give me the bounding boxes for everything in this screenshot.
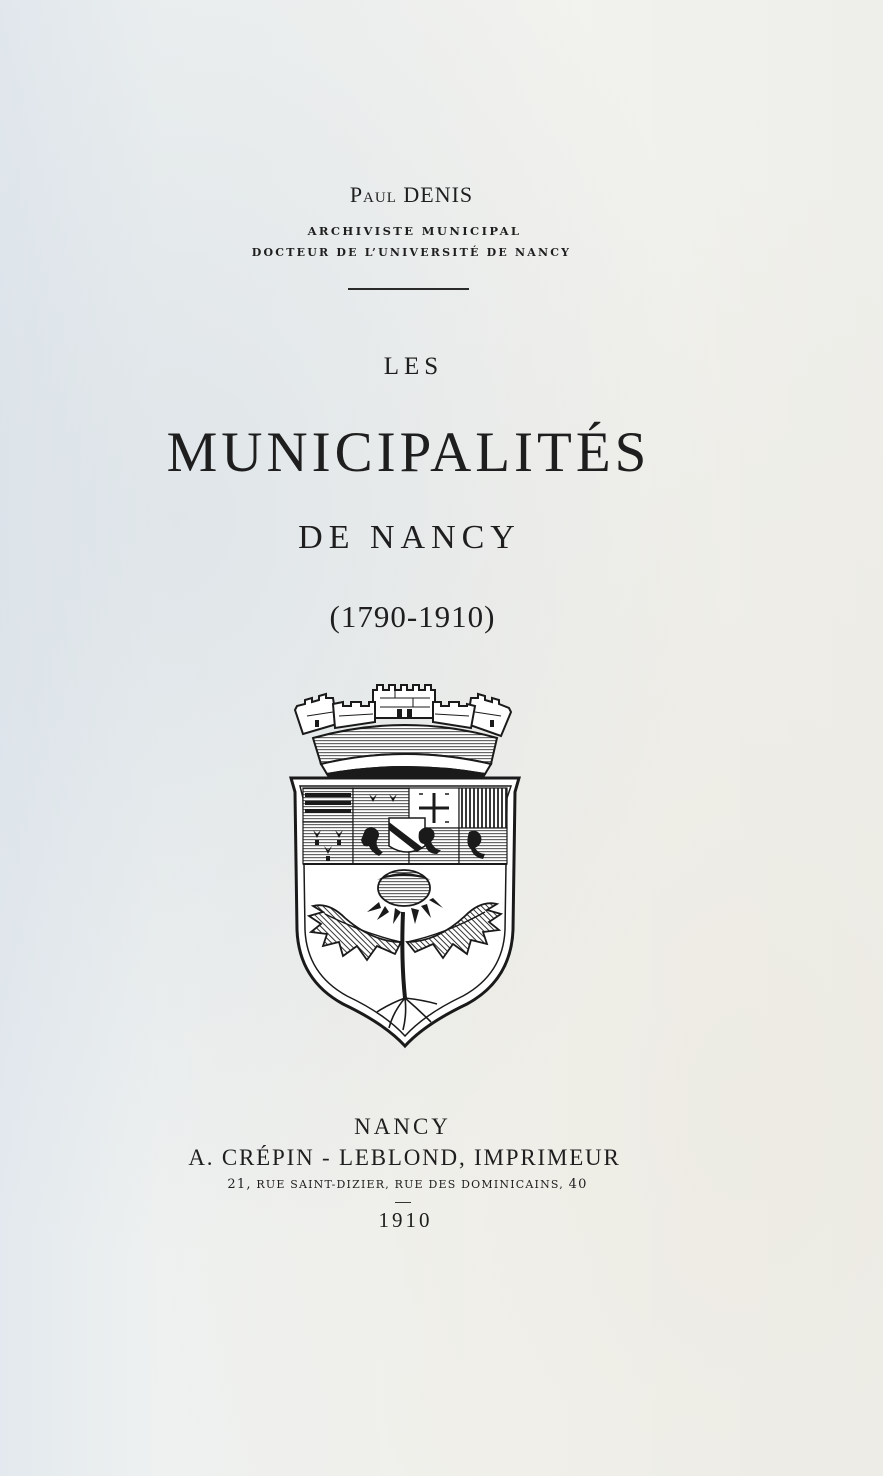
mural-crown xyxy=(295,685,511,784)
publisher-address-street: RUE SAINT-DIZIER, RUE DES DOMINICAINS, xyxy=(251,1178,569,1191)
publisher-name: A. CRÉPIN - LEBLOND, IMPRIMEUR xyxy=(188,1145,621,1170)
title-subtitle: DE NANCY xyxy=(298,519,521,556)
coat-of-arms-icon xyxy=(285,680,530,1052)
author-name xyxy=(0,182,853,208)
author-role: ARCHIVISTE MUNICIPAL xyxy=(307,224,522,238)
publisher-address-number: 21, xyxy=(227,1177,252,1192)
publisher-city: NANCY xyxy=(354,1114,451,1139)
publication-year: 1910 xyxy=(378,1208,433,1232)
author-first-name: Paul xyxy=(349,182,397,207)
publisher-address xyxy=(0,1177,849,1192)
publisher-address-number-end: 40 xyxy=(568,1177,588,1192)
author-degree: DOCTEUR DE L’UNIVERSITÉ DE NANCY xyxy=(251,246,572,259)
divider-rule-small xyxy=(395,1202,411,1203)
title-dates: (1790-1910) xyxy=(329,599,496,634)
divider-rule xyxy=(348,288,469,290)
page-title: MUNICIPALITÉS xyxy=(166,421,651,484)
title-article: LES xyxy=(383,353,444,380)
author-last-name: DENIS xyxy=(403,182,474,207)
